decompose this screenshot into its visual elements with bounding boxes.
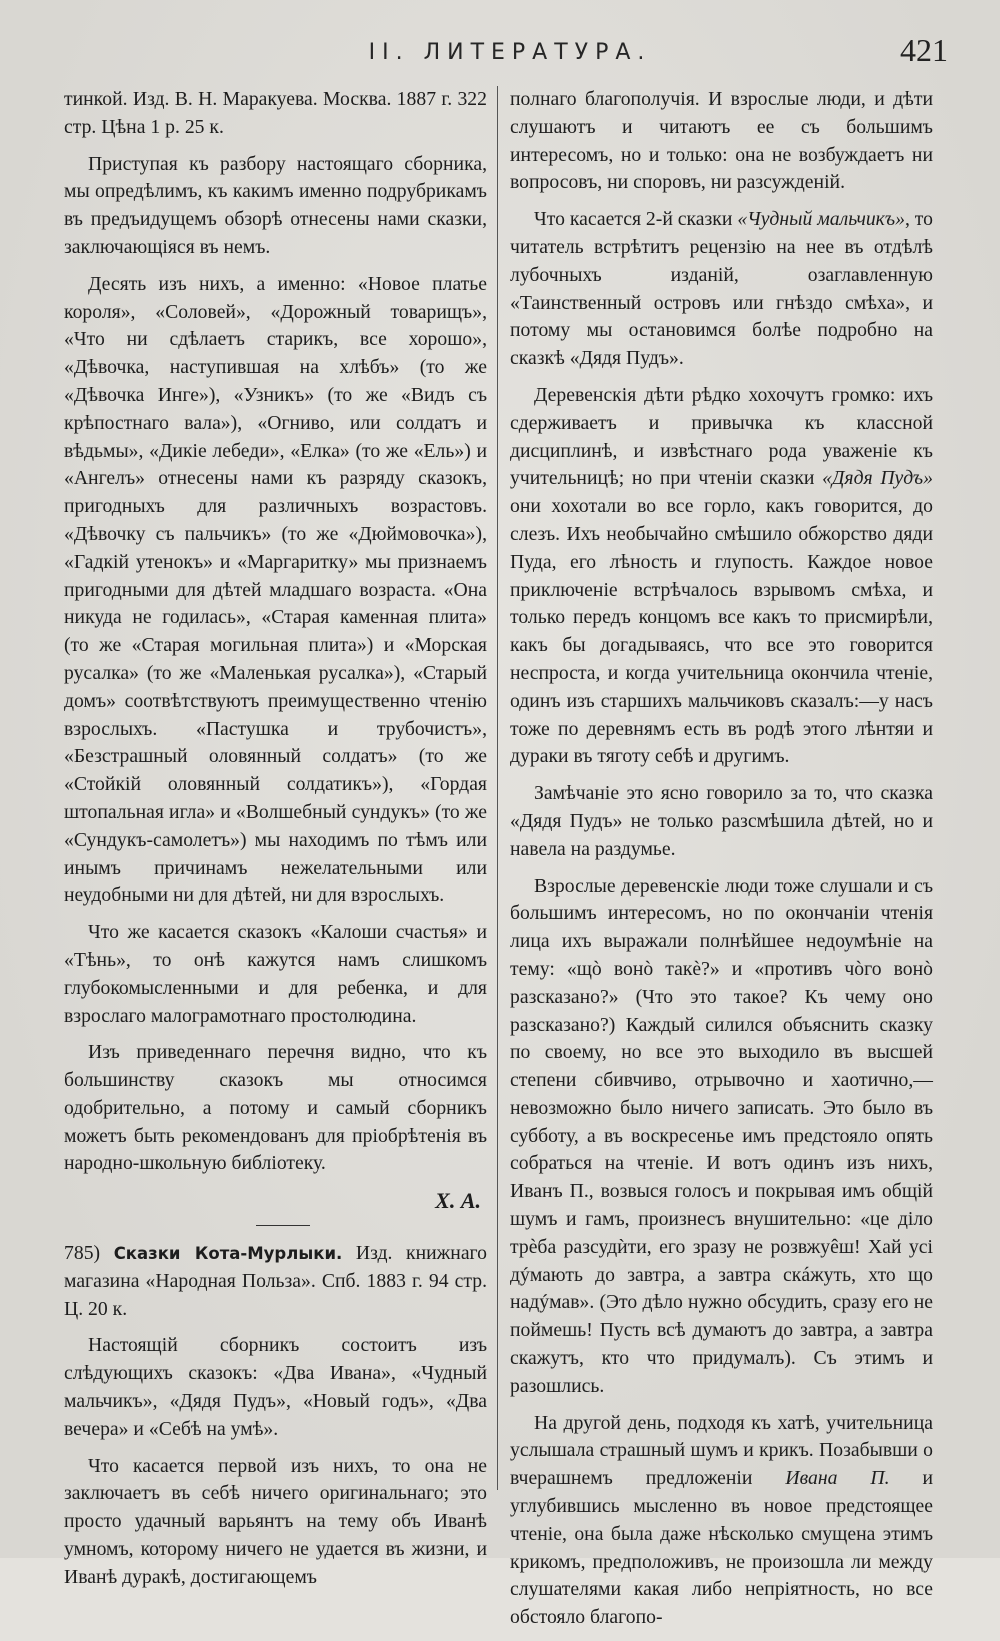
paragraph: Взрослые деревенскіе люди тоже слушали и съ большимъ интересомъ, но по окончаніи чтенія лица ихъ выражали полнѣйшее недоумѣніе на тему: «щò вонò такè?» и «противъ чòго вонò разсказано?» (Что это такое? Къ чему оно разсказано?) Каждый силился объяснить сказку по своему, но все это выходило въ высшей степени сбивчиво, отрывочно и хаотично,—невозможно было ничего записать. Это было въ субботу, а въ воскресенье имъ предстояло опять собраться на чтеніе. И вотъ одинъ изъ нихъ, Иванъ П., возвыся голосъ и покрывая имъ общій шумъ и гамъ, произнесъ внушительно: «це дiло трѐба разсудѝти, его зразу не розвжуêш! Хай усi дýмають до завтра, а завтра скáжуть, хто що надýмав». (Это дѣло нужно обсудить, сразу его не поймешь! Пусть всѣ думаютъ до завтра, а завтра скажутъ, кто что придумалъ). Съ этимъ и разошлись. [510,874,933,1397]
paragraph: Приступая къ разбору настоящаго сборника, мы опредѣлимъ, къ какимъ именно подрубрикамъ въ предъидущемъ обзорѣ отнесены нами сказки, заключающіяся въ немъ. [64,152,487,258]
paragraph: Замѣчаніе это ясно говорило за то, что сказка «Дядя Пудъ» не только разсмѣшила дѣтей, но и навела на раздумье. [510,782,933,860]
paragraph: полнаго благополучія. И взрослые люди, и дѣти слушаютъ и читаютъ ее съ большимъ интересомъ, но и только: она не возбуждаетъ ни вопросовъ, ни споровъ, ни разсужденій. [510,88,933,194]
page-number: 421 [900,32,948,68]
paragraph: Что касается первой изъ нихъ, то она не заключаетъ въ себѣ ничего оригинальнаго; это просто удачный варьянтъ на тему объ Иванѣ умномъ, которому ничего не удается въ жизни, и Иванѣ дуракѣ, достигающемъ [64,1454,487,1588]
italic-name: Ивана П. [785,1467,890,1490]
text-run: , то читатель встрѣтитъ рецензію на нее въ отдѣлѣ лубочныхъ изданій, озаглавленную «Таинственный островъ или гнѣздо смѣха», и потому мы остановимся болѣе подробно на сказкѣ «Дядя Пудъ». [510,208,933,370]
entry-details: Изд. книжнаго магазина «Народная Польза». Спб. 1883 г. 94 стр. Ц. 20 к. [64,1242,487,1320]
running-title: II. ЛИТЕРАТУРА. [368,40,652,65]
paragraph: тинкой. Изд. В. Н. Маракуева. Москва. 1887 г. 322 стр. Цѣна 1 р. 25 к. [64,88,487,138]
paragraph [510,1410,933,1632]
review-signature: Х. А. [435,1188,481,1214]
paragraph: Настоящій сборникъ состоитъ изъ слѣдующихъ сказокъ: «Два Ивана», «Чудный мальчикъ», «Дядя Пудъ», «Новый годъ», «Два вечера» и «Себѣ на умѣ». [64,1334,487,1440]
paragraph: Изъ приведеннаго перечня видно, что къ большинству сказокъ мы относимся одобрительно, а потому и самый сборникъ можетъ быть рекомендованъ для пріобрѣтенія въ народно-школьную библіотеку. [64,1041,487,1175]
text-run: Что касается 2-й сказки [534,208,738,231]
text-run: Деревенскія дѣти рѣдко хохочутъ громко: ихъ сдерживаетъ и привычка къ классной дисциплинѣ, и извѣстнаго рода уваженіе къ учительницѣ; но при чтеніи сказки [510,383,933,490]
text-run: На другой день, подходя къ хатѣ, учительница услышала страшный шумъ и крикъ. Позабывши о вчерашнемъ предложеніи [510,1411,933,1490]
entry-title: Сказки Кота-Мурлыки. [113,1244,343,1264]
page-header [0,30,1000,74]
left-column [64,86,487,1601]
paragraph: Десять изъ нихъ, а именно: «Новое платье короля», «Соловей», «Дорожный товарищъ», «Что ни сдѣлаетъ старикъ, все хорошо», «Дѣвочка, наступившая на хлѣбъ» (то же «Дѣвочка Инге»), «Узникъ» (то же «Видъ съ крѣпостнаго вала»), «Огниво, или солдатъ и вѣдьмы», «Дикіе лебеди», «Елка» (то же «Ель») и «Ангелъ» отнесены нами къ разряду сказокъ, пригодныхъ для различныхъ возрастовъ. «Дѣвочку съ пальчикъ» (то же «Дюймовочка»), «Гадкій утенокъ» и «Маргаритку» мы признаемъ пригодными для дѣтей младшаго возраста. «Она никуда не годилась», «Старая каменная плита» (то же «Старая могильная плита») и «Морская русалка» (то же «Маленькая русалка»), «Старый домъ» соотвѣтствуютъ преимущественно чтенію взрослыхъ. «Пастушка и трубочистъ», «Безстрашный оловянный солдатъ» (то же «Стойкій оловянный солдатикъ»), «Гордая штопальная игла» и «Волшебный сундукъ» (то же «Сундукъ-самолетъ») мы находимъ по тѣмъ или инымъ причинамъ нежелательными или неудобными ни для дѣтей, ни для взрослыхъ. [64,272,487,907]
paragraph: Что же касается сказокъ «Калоши счастья» и «Тѣнь», то онѣ кажутся намъ слишкомъ глубокомысленными и для ребенка, и для взрослаго малограмотнаго простолюдина. [64,921,487,1027]
column-divider [497,86,498,1490]
text-run: они хохотали во все горло, какъ говорится, до слезъ. Ихъ необычайно смѣшило обжорство дяди Пуда, его лѣность и глупость. Каждое новое приключеніе встрѣчалось взрывомъ смѣха, и только передъ концомъ все какъ то присмирѣли, какъ бы догадываясь, что все это говорится неспроста, и когда учительница окончила чтеніе, одинъ изъ старшихъ мальчиковъ сказалъ:—у насъ тоже по деревнямъ есть въ родѣ этого лѣнтяи и дураки въ тяготу себѣ и другимъ. [510,495,933,768]
entry-heading [64,1240,487,1323]
right-column [510,86,933,1641]
text-run: и углубившись мысленно въ новое предстоящее чтеніе, она была даже нѣсколько смущена этимъ крикомъ, предположивъ, не произошла ли между слушателями какая либо непріятность, но все обстояло благопо- [510,1467,933,1629]
paragraph [510,382,933,771]
italic-title: «Чудный мальчикъ» [737,208,905,231]
section-divider [256,1225,310,1226]
italic-title: «Дядя Пудъ» [822,467,933,490]
paragraph [510,206,933,373]
entry-number: 785) [64,1242,101,1265]
